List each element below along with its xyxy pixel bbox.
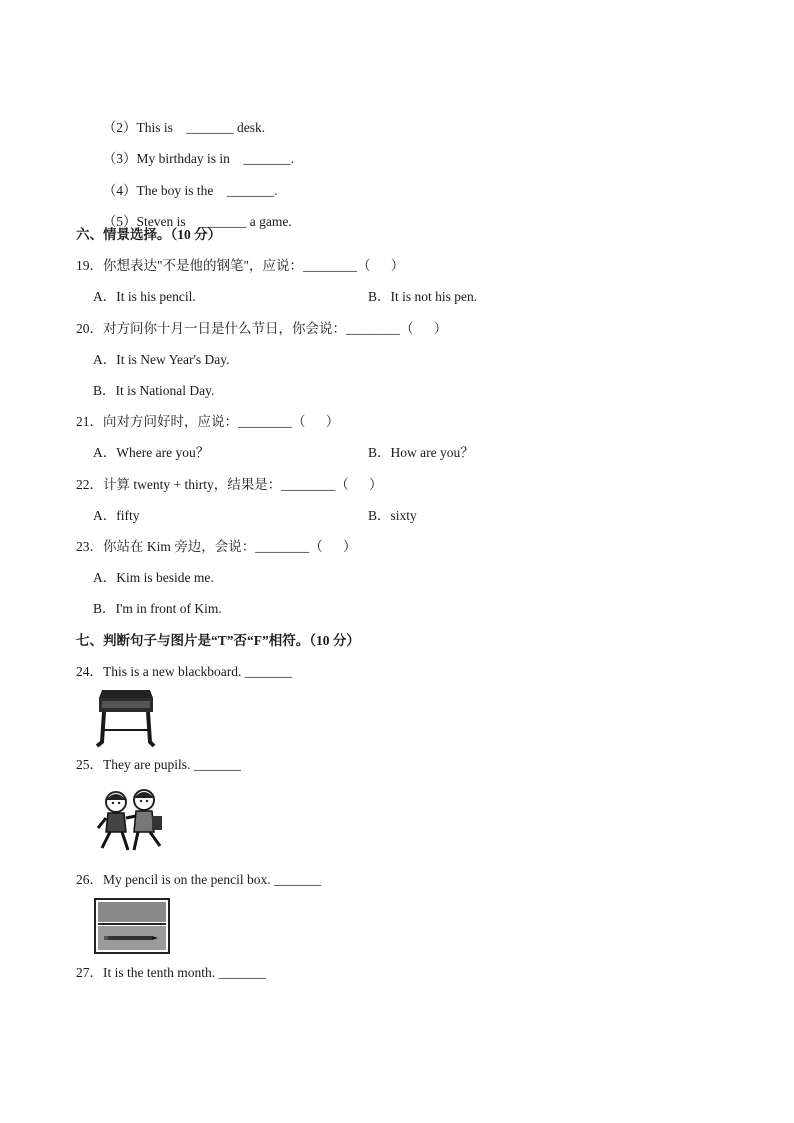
- question-22-stem: 22．计算 twenty + thirty，结果是：________（ ）: [76, 477, 383, 492]
- question-22-option-a: A．fifty: [93, 508, 140, 523]
- desk-icon: [94, 686, 156, 748]
- question-22-option-b: B．sixty: [368, 508, 417, 523]
- question-19-stem: 19．你想表达"不是他的钢笔"，应说：________（ ）: [76, 258, 405, 273]
- item-number: （2）: [102, 120, 137, 135]
- pencil-box-icon: [94, 898, 170, 954]
- item-number: （5）: [102, 214, 137, 229]
- item-text: My birthday is in _______.: [136, 151, 294, 166]
- question-19-option-a: A．It is his pencil.: [93, 289, 196, 304]
- question-25-stem: 25．They are pupils. _______: [76, 757, 241, 772]
- item-text: The boy is the _______.: [136, 183, 278, 198]
- section-7-title: 七、判断句子与图片是“T”否“F”相符。（10 分）: [76, 633, 360, 648]
- question-24-stem: 24．This is a new blackboard. _______: [76, 664, 292, 679]
- question-20-stem: 20．对方问你十月一日是什么节日，你会说：________（ ）: [76, 321, 448, 336]
- section-6-title: 六、情景选择。（10 分）: [76, 227, 222, 242]
- question-27-stem: 27．It is the tenth month. _______: [76, 965, 266, 980]
- question-21-option-a: A．Where are you？: [93, 445, 210, 460]
- question-21-option-b: B．How are you？: [368, 445, 474, 460]
- question-23-option-a: A．Kim is beside me.: [93, 570, 214, 585]
- question-23-option-b: B．I'm in front of Kim.: [93, 601, 222, 616]
- item-number: （4）: [102, 183, 137, 198]
- question-23-stem: 23．你站在 Kim 旁边，会说：________（ ）: [76, 539, 357, 554]
- item-text: This is _______ desk.: [136, 120, 266, 135]
- item-number: （3）: [102, 151, 137, 166]
- question-20-option-a: A．It is New Year's Day.: [93, 352, 230, 367]
- question-21-stem: 21．向对方问好时，应说：________（ ）: [76, 414, 340, 429]
- item-text: Steven is _______ a game.: [136, 214, 292, 229]
- question-20-option-b: B．It is National Day.: [93, 383, 215, 398]
- pupils-icon: [94, 786, 168, 856]
- question-19-option-b: B．It is not his pen.: [368, 289, 478, 304]
- fill-item-3: [96, 132, 294, 168]
- question-26-stem: 26．My pencil is on the pencil box. _______: [76, 872, 322, 887]
